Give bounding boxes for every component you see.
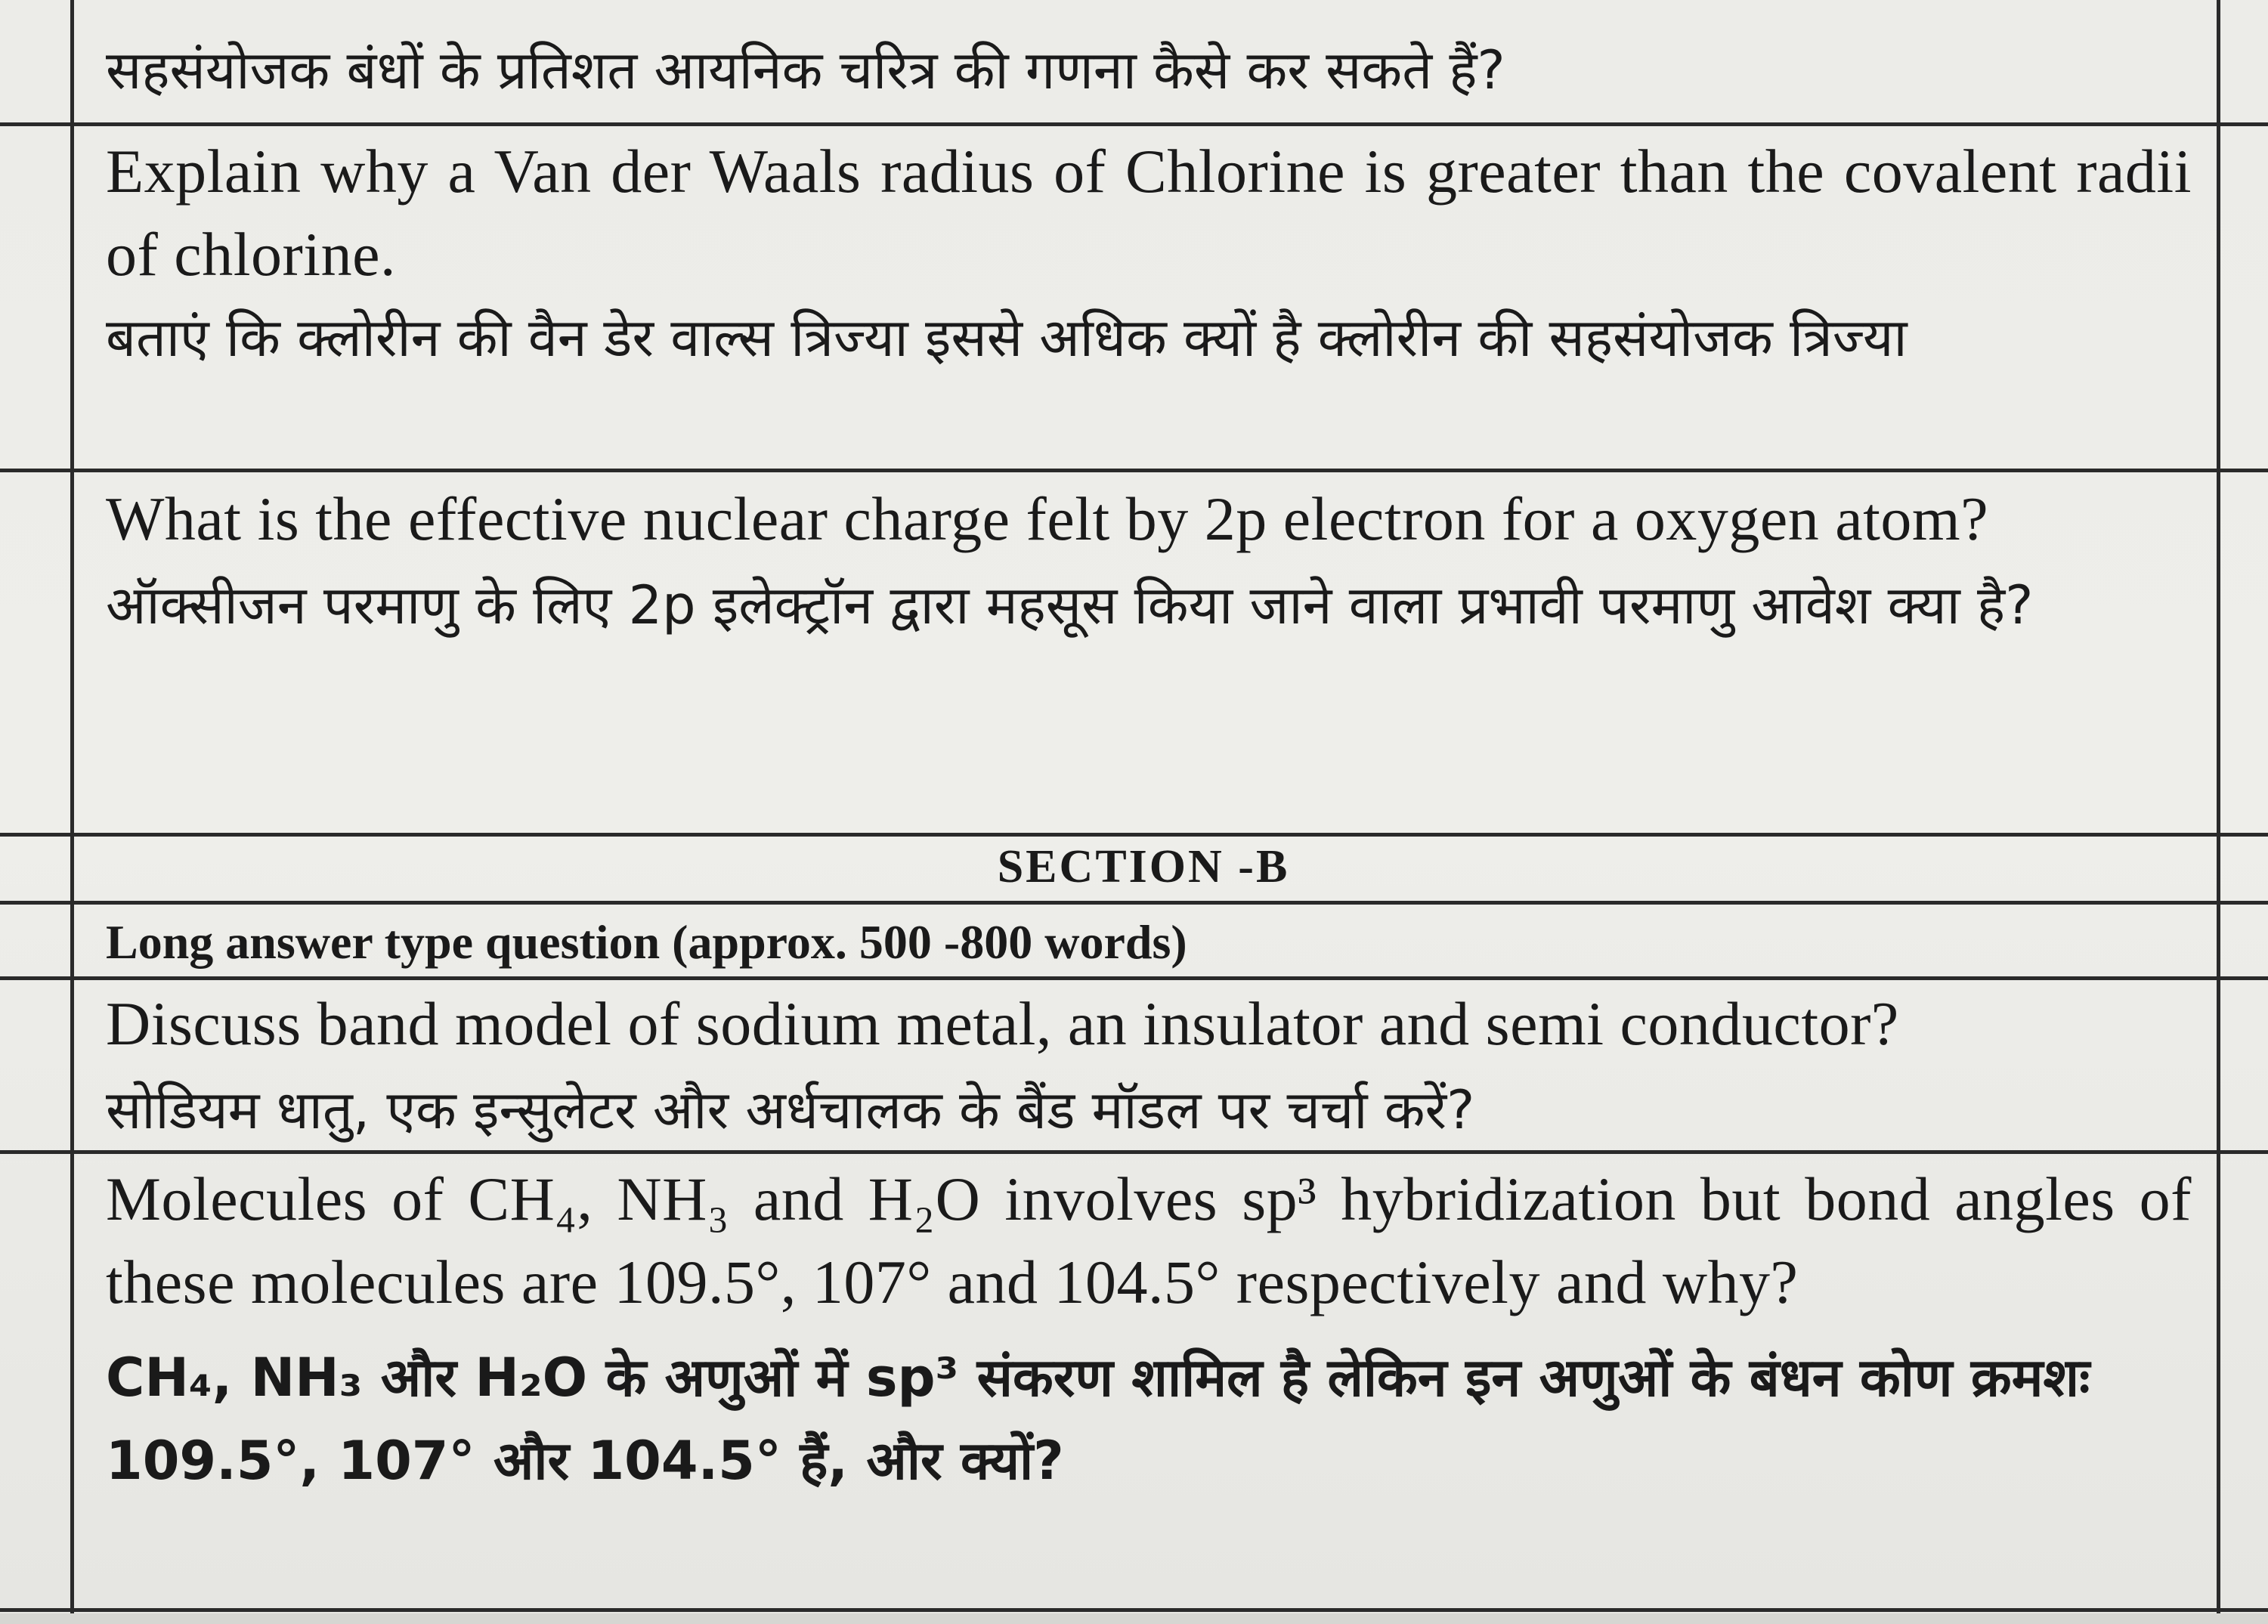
table-right-border (2217, 0, 2220, 1624)
question-text-hindi: सहसंयोजक बंधों के प्रतिशत आयनिक चरित्र की गणना कैसे कर सकते हैं? (106, 39, 1505, 101)
row-divider (0, 1608, 2268, 1612)
question-text-hindi: ऑक्सीजन परमाणु के लिए 2p इलेक्ट्रॉन द्वारा महसूस किया जाने वाला प्रभावी परमाणु आवेश क्या है? (106, 574, 2034, 636)
section-subheading-row (106, 908, 2192, 976)
row-divider (0, 901, 2268, 905)
question-text-english: Explain why a Van der Waals radius of Chlorine is greater than the covalent radii of chlorine. (106, 137, 2192, 289)
row-divider (0, 469, 2268, 472)
question-row-vdw-radius (106, 130, 2192, 379)
page-bottom-edge (0, 1613, 2268, 1624)
row-divider (0, 122, 2268, 126)
question-text-hindi: बताएं कि क्लोरीन की वैन डेर वाल्स त्रिज्या इससे अधिक क्यों है क्लोरीन की सहसंयोजक त्रिज्या (106, 307, 1908, 369)
section-heading: SECTION -B (997, 841, 1290, 892)
row-divider (0, 833, 2268, 837)
question-text-english: What is the effective nuclear charge felt by 2p electron for a oxygen atom? (106, 484, 1989, 553)
question-row-band-model (106, 982, 2192, 1152)
question-text-hindi: सोडियम धातु, एक इन्सुलेटर और अर्धचालक के बैंड मॉडल पर चर्चा करें? (106, 1079, 1475, 1141)
question-row-hybridization (106, 1158, 2192, 1502)
row-divider (0, 1150, 2268, 1154)
question-row-effective-nuclear-charge (106, 478, 2192, 647)
question-text-english: Molecules of CH₄, NH₃ and H₂O involves sp³ hybridization but bond angles of these molecules are 109.5°, 107° and 104.5° respectively and why? (106, 1165, 2192, 1316)
section-subheading: Long answer type question (approx. 500 -800 words) (106, 915, 1187, 969)
question-row-ionic-character (106, 29, 2192, 112)
question-text-english: Discuss band model of sodium metal, an insulator and semi conductor? (106, 989, 1899, 1058)
row-divider (0, 976, 2268, 980)
table-left-border (70, 0, 74, 1624)
question-text-hindi: CH₄, NH₃ और H₂O के अणुओं में sp³ संकरण शामिल है लेकिन इन अणुओं के बंधन कोण क्रमशः 109.5°, 107° और 104.5° हैं, और क्यों? (106, 1347, 2090, 1492)
